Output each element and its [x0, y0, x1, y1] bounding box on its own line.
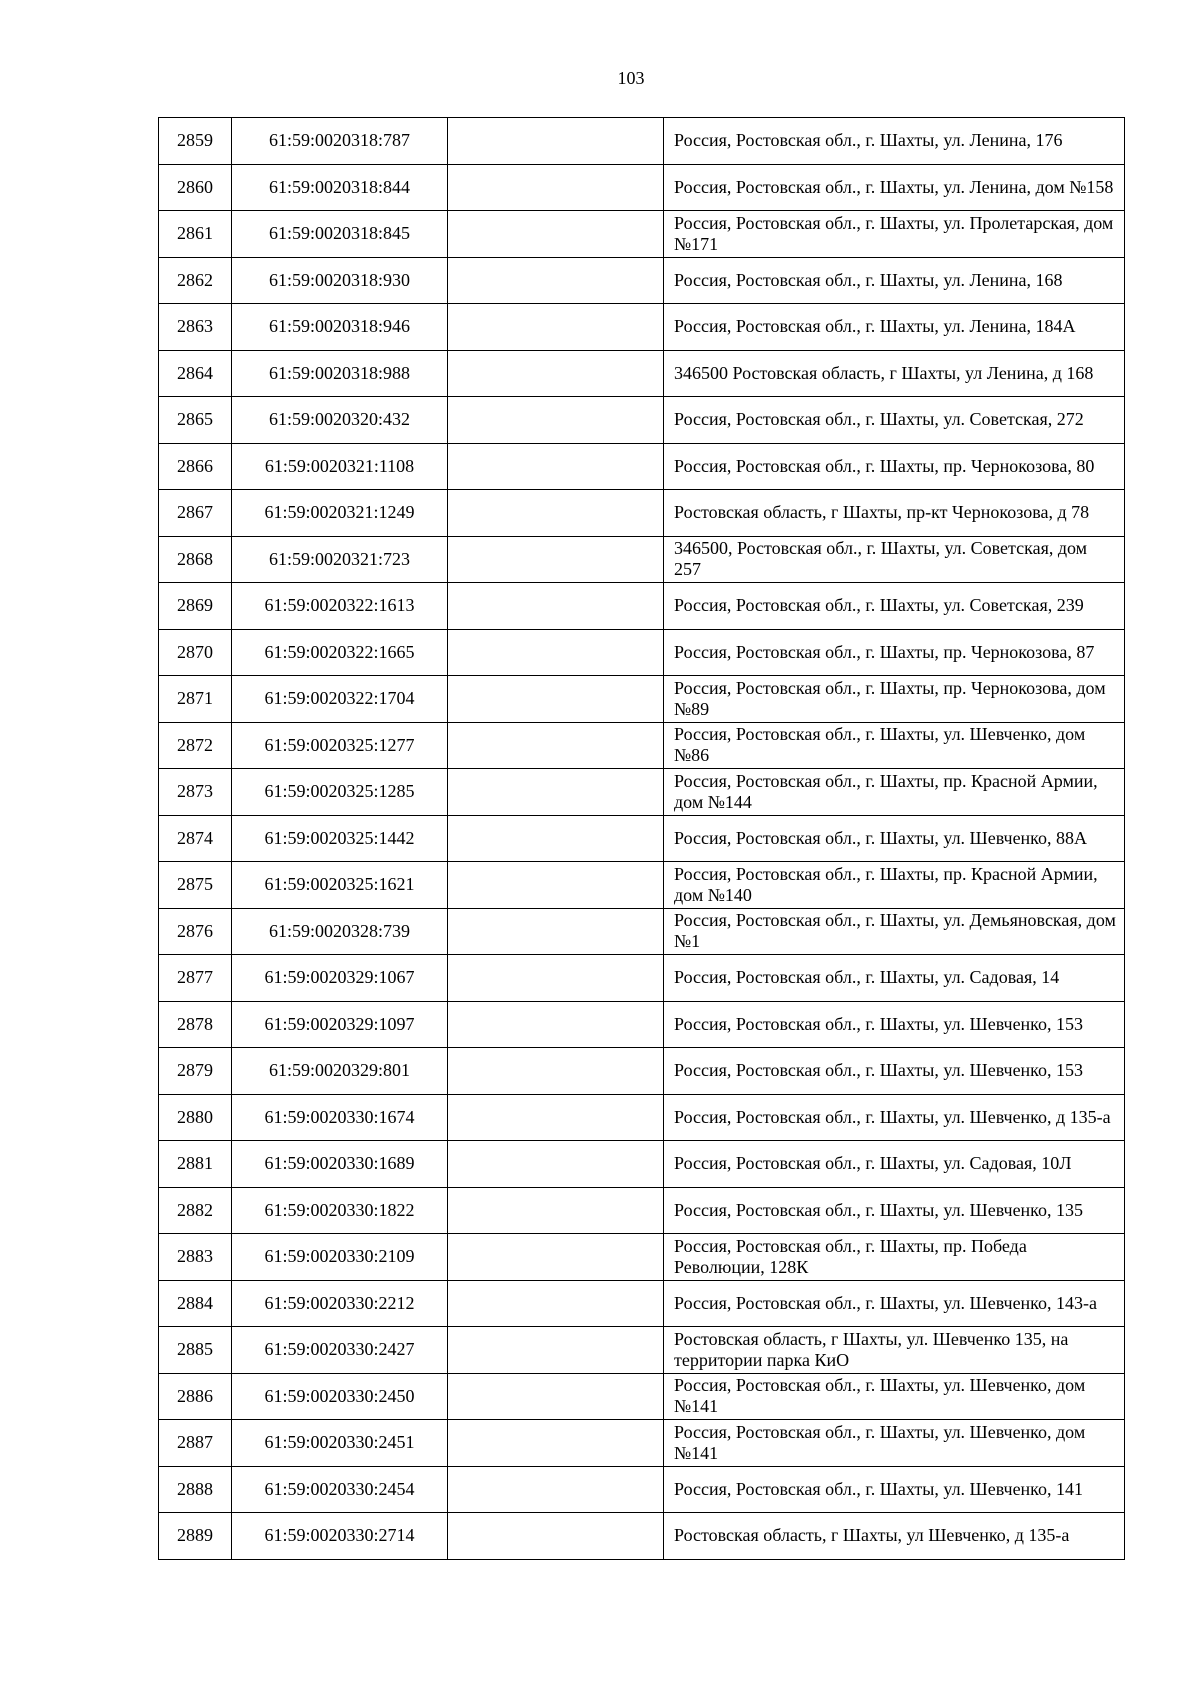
address-cell: Россия, Ростовская обл., г. Шахты, пр. Победа Революции, 128К — [664, 1234, 1125, 1281]
address-cell: Россия, Ростовская обл., г. Шахты, ул. Ленина, 168 — [664, 257, 1125, 304]
address-cell: 346500, Ростовская обл., г. Шахты, ул. Советская, дом 257 — [664, 536, 1125, 583]
table-row — [159, 397, 1125, 444]
empty-cell — [448, 1466, 664, 1513]
row-number-cell: 2862 — [159, 257, 232, 304]
table-row — [159, 1327, 1125, 1374]
page-number: 103 — [617, 68, 645, 88]
empty-cell — [448, 583, 664, 630]
cadastral-number-cell: 61:59:0020330:2427 — [232, 1327, 448, 1374]
address-cell: 346500 Ростовская область, г Шахты, ул Ленина, д 168 — [664, 350, 1125, 397]
address-cell: Россия, Ростовская обл., г. Шахты, ул. Ленина, 176 — [664, 118, 1125, 165]
row-number-cell: 2865 — [159, 397, 232, 444]
address-cell: Россия, Ростовская обл., г. Шахты, ул. Шевченко, дом №141 — [664, 1420, 1125, 1467]
address-cell: Россия, Ростовская обл., г. Шахты, ул. Шевченко, д 135-а — [664, 1094, 1125, 1141]
cadastral-number-cell: 61:59:0020328:739 — [232, 908, 448, 955]
table-row — [159, 862, 1125, 909]
address-cell: Россия, Ростовская обл., г. Шахты, пр. Красной Армии, дом №140 — [664, 862, 1125, 909]
address-cell: Россия, Ростовская обл., г. Шахты, ул. Советская, 272 — [664, 397, 1125, 444]
row-number-cell: 2864 — [159, 350, 232, 397]
cadastral-number-cell: 61:59:0020325:1621 — [232, 862, 448, 909]
empty-cell — [448, 443, 664, 490]
cadastral-number-cell: 61:59:0020322:1665 — [232, 629, 448, 676]
empty-cell — [448, 1327, 664, 1374]
cadastral-number-cell: 61:59:0020330:1674 — [232, 1094, 448, 1141]
table-row — [159, 1001, 1125, 1048]
empty-cell — [448, 1513, 664, 1560]
empty-cell — [448, 118, 664, 165]
table-row — [159, 1094, 1125, 1141]
empty-cell — [448, 862, 664, 909]
empty-cell — [448, 1420, 664, 1467]
cadastral-number-cell: 61:59:0020318:946 — [232, 304, 448, 351]
cadastral-number-cell: 61:59:0020329:801 — [232, 1048, 448, 1095]
cadastral-number-cell: 61:59:0020330:1689 — [232, 1141, 448, 1188]
cadastral-number-cell: 61:59:0020330:2714 — [232, 1513, 448, 1560]
empty-cell — [448, 1187, 664, 1234]
cadastral-number-cell: 61:59:0020318:930 — [232, 257, 448, 304]
empty-cell — [448, 211, 664, 258]
row-number-cell: 2881 — [159, 1141, 232, 1188]
empty-cell — [448, 1094, 664, 1141]
address-cell: Россия, Ростовская обл., г. Шахты, ул. Пролетарская, дом №171 — [664, 211, 1125, 258]
cadastral-number-cell: 61:59:0020320:432 — [232, 397, 448, 444]
address-cell: Россия, Ростовская обл., г. Шахты, ул. Демьяновская, дом №1 — [664, 908, 1125, 955]
table-row — [159, 769, 1125, 816]
table-row — [159, 164, 1125, 211]
address-cell: Россия, Ростовская обл., г. Шахты, ул. Шевченко, 143-а — [664, 1280, 1125, 1327]
empty-cell — [448, 536, 664, 583]
table-row — [159, 257, 1125, 304]
cadastral-number-cell: 61:59:0020318:787 — [232, 118, 448, 165]
empty-cell — [448, 1048, 664, 1095]
row-number-cell: 2867 — [159, 490, 232, 537]
empty-cell — [448, 722, 664, 769]
row-number-cell: 2884 — [159, 1280, 232, 1327]
row-number-cell: 2880 — [159, 1094, 232, 1141]
empty-cell — [448, 815, 664, 862]
address-cell: Россия, Ростовская обл., г. Шахты, пр. Красной Армии, дом №144 — [664, 769, 1125, 816]
table-row — [159, 1141, 1125, 1188]
row-number-cell: 2886 — [159, 1373, 232, 1420]
registry-table-body — [159, 118, 1125, 1560]
row-number-cell: 2872 — [159, 722, 232, 769]
row-number-cell: 2871 — [159, 676, 232, 723]
row-number-cell: 2885 — [159, 1327, 232, 1374]
table-row — [159, 490, 1125, 537]
row-number-cell: 2879 — [159, 1048, 232, 1095]
cadastral-number-cell: 61:59:0020325:1285 — [232, 769, 448, 816]
table-row — [159, 350, 1125, 397]
cadastral-number-cell: 61:59:0020330:1822 — [232, 1187, 448, 1234]
cadastral-number-cell: 61:59:0020322:1613 — [232, 583, 448, 630]
cadastral-number-cell: 61:59:0020325:1277 — [232, 722, 448, 769]
table-row — [159, 908, 1125, 955]
empty-cell — [448, 350, 664, 397]
address-cell: Россия, Ростовская обл., г. Шахты, пр. Чернокозова, дом №89 — [664, 676, 1125, 723]
empty-cell — [448, 1234, 664, 1281]
cadastral-number-cell: 61:59:0020330:2109 — [232, 1234, 448, 1281]
row-number-cell: 2878 — [159, 1001, 232, 1048]
address-cell: Россия, Ростовская обл., г. Шахты, ул. Шевченко, дом №141 — [664, 1373, 1125, 1420]
table-row — [159, 304, 1125, 351]
table-row — [159, 118, 1125, 165]
address-cell: Ростовская область, г Шахты, ул. Шевченко 135, на территории парка КиО — [664, 1327, 1125, 1374]
row-number-cell: 2874 — [159, 815, 232, 862]
cadastral-number-cell: 61:59:0020318:844 — [232, 164, 448, 211]
row-number-cell: 2877 — [159, 955, 232, 1002]
cadastral-number-cell: 61:59:0020330:2212 — [232, 1280, 448, 1327]
address-cell: Россия, Ростовская обл., г. Шахты, ул. Шевченко, 153 — [664, 1048, 1125, 1095]
empty-cell — [448, 676, 664, 723]
address-cell: Россия, Ростовская обл., г. Шахты, пр. Чернокозова, 87 — [664, 629, 1125, 676]
empty-cell — [448, 397, 664, 444]
table-row — [159, 443, 1125, 490]
empty-cell — [448, 769, 664, 816]
row-number-cell: 2875 — [159, 862, 232, 909]
table-row — [159, 583, 1125, 630]
row-number-cell: 2882 — [159, 1187, 232, 1234]
address-cell: Россия, Ростовская обл., г. Шахты, ул. Шевченко, 141 — [664, 1466, 1125, 1513]
cadastral-number-cell: 61:59:0020321:723 — [232, 536, 448, 583]
empty-cell — [448, 955, 664, 1002]
cadastral-number-cell: 61:59:0020321:1108 — [232, 443, 448, 490]
cadastral-number-cell: 61:59:0020329:1067 — [232, 955, 448, 1002]
table-row — [159, 1280, 1125, 1327]
table-row — [159, 722, 1125, 769]
row-number-cell: 2859 — [159, 118, 232, 165]
row-number-cell: 2866 — [159, 443, 232, 490]
address-cell: Россия, Ростовская обл., г. Шахты, ул. Садовая, 10Л — [664, 1141, 1125, 1188]
address-cell: Россия, Ростовская обл., г. Шахты, ул. Ленина, дом №158 — [664, 164, 1125, 211]
row-number-cell: 2860 — [159, 164, 232, 211]
row-number-cell: 2868 — [159, 536, 232, 583]
table-row — [159, 1234, 1125, 1281]
address-cell: Ростовская область, г Шахты, ул Шевченко, д 135-а — [664, 1513, 1125, 1560]
empty-cell — [448, 304, 664, 351]
row-number-cell: 2883 — [159, 1234, 232, 1281]
row-number-cell: 2888 — [159, 1466, 232, 1513]
cadastral-number-cell: 61:59:0020322:1704 — [232, 676, 448, 723]
empty-cell — [448, 1373, 664, 1420]
table-row — [159, 955, 1125, 1002]
empty-cell — [448, 629, 664, 676]
table-row — [159, 1373, 1125, 1420]
row-number-cell: 2861 — [159, 211, 232, 258]
cadastral-number-cell: 61:59:0020325:1442 — [232, 815, 448, 862]
row-number-cell: 2863 — [159, 304, 232, 351]
address-cell: Россия, Ростовская обл., г. Шахты, ул. Ленина, 184А — [664, 304, 1125, 351]
row-number-cell: 2887 — [159, 1420, 232, 1467]
table-row — [159, 815, 1125, 862]
table-row — [159, 536, 1125, 583]
address-cell: Россия, Ростовская обл., г. Шахты, ул. Шевченко, 135 — [664, 1187, 1125, 1234]
row-number-cell: 2889 — [159, 1513, 232, 1560]
empty-cell — [448, 1280, 664, 1327]
address-cell: Россия, Ростовская обл., г. Шахты, пр. Чернокозова, 80 — [664, 443, 1125, 490]
table-row — [159, 1187, 1125, 1234]
row-number-cell: 2870 — [159, 629, 232, 676]
address-cell: Россия, Ростовская обл., г. Шахты, ул. Садовая, 14 — [664, 955, 1125, 1002]
table-row — [159, 1048, 1125, 1095]
cadastral-number-cell: 61:59:0020330:2454 — [232, 1466, 448, 1513]
table-row — [159, 1466, 1125, 1513]
row-number-cell: 2869 — [159, 583, 232, 630]
table-row — [159, 1420, 1125, 1467]
table-row — [159, 629, 1125, 676]
cadastral-number-cell: 61:59:0020321:1249 — [232, 490, 448, 537]
cadastral-number-cell: 61:59:0020329:1097 — [232, 1001, 448, 1048]
empty-cell — [448, 1141, 664, 1188]
row-number-cell: 2873 — [159, 769, 232, 816]
cadastral-number-cell: 61:59:0020330:2451 — [232, 1420, 448, 1467]
cadastral-number-cell: 61:59:0020318:988 — [232, 350, 448, 397]
address-cell: Ростовская область, г Шахты, пр-кт Чернокозова, д 78 — [664, 490, 1125, 537]
cadastral-number-cell: 61:59:0020318:845 — [232, 211, 448, 258]
address-cell: Россия, Ростовская обл., г. Шахты, ул. Шевченко, 88А — [664, 815, 1125, 862]
address-cell: Россия, Ростовская обл., г. Шахты, ул. Шевченко, 153 — [664, 1001, 1125, 1048]
empty-cell — [448, 490, 664, 537]
cadastral-number-cell: 61:59:0020330:2450 — [232, 1373, 448, 1420]
empty-cell — [448, 908, 664, 955]
empty-cell — [448, 1001, 664, 1048]
empty-cell — [448, 164, 664, 211]
table-row — [159, 211, 1125, 258]
empty-cell — [448, 257, 664, 304]
table-row — [159, 1513, 1125, 1560]
table-row — [159, 676, 1125, 723]
registry-table — [158, 117, 1125, 1560]
address-cell: Россия, Ростовская обл., г. Шахты, ул. Шевченко, дом №86 — [664, 722, 1125, 769]
address-cell: Россия, Ростовская обл., г. Шахты, ул. Советская, 239 — [664, 583, 1125, 630]
row-number-cell: 2876 — [159, 908, 232, 955]
